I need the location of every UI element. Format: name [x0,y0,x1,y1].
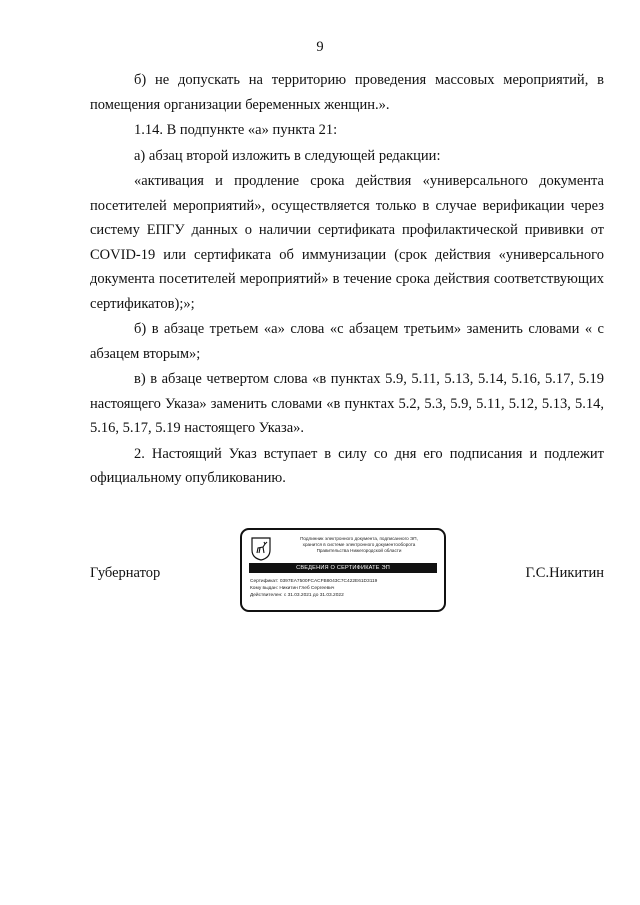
certificate-owner: Кому выдан: Никитин Глеб Сергеевич [250,586,335,591]
paragraph: б) в абзаце третьем «а» слова «с абзацем третьим» заменить словами « с абзацем вторым»; [90,321,604,362]
certificate-validity: Действителен: с 31.03.2021 до 31.03.2022 [250,593,344,598]
stamp-note [276,536,442,554]
deer-emblem-icon [251,537,271,561]
certificate-number: Сертификат: 0397EA7500FCACFB8043C7C422E61D3119 [250,579,378,584]
signer-name: Г.С.Никитин [525,565,604,581]
signature-block [90,528,604,614]
paragraph: а) абзац второй изложить в следующей редакции: [134,147,441,164]
paragraph: в) в абзаце четвертом слова «в пунктах 5.9, 5.11, 5.13, 5.14, 5.16, 5.17, 5.19 настоящего Указа» заменить словами «в пунктах 5.2, 5.3, 5.9, 5.11, 5.12, 5.13, 5.14, 5.16, 5.17, 5.19 настоящего Указа». [90,371,604,436]
stamp-note-line: Подлинник электронного документа, подписанного ЭП, [300,536,418,541]
paragraph: 1.14. В подпункте «а» пункта 21: [134,122,338,138]
stamp-note-line: хранится в системе электронного документооборота [302,542,416,547]
document-body [90,68,604,491]
stamp-heading: СВЕДЕНИЯ О СЕРТИФИКАТЕ ЭП [249,563,437,573]
paragraph: 2. Настоящий Указ вступает в силу со дня его подписания и подлежит официальному опубликованию. [90,445,604,486]
signer-position: Губернатор [90,565,161,581]
stamp-note-line: Правительства Нижегородской области [316,548,402,553]
paragraph: «активация и продление срока действия «универсального документа посетителей мероприятий», осуществляется только в случае верификации через систему ЕПГУ данных о наличии сертификата профилактической прививки от COVID-19 или сертификата об иммунизации (срок действия «универсального документа посетителей мероприятий» в течение срока действия соответствующих сертификатов);»; [90,173,604,312]
digital-signature-stamp [240,528,446,612]
stamp-details [250,578,377,599]
page-number: 9 [316,39,324,55]
paragraph: б) не допускать на территорию проведения массовых мероприятий, в помещения организации беременных женщин.». [90,72,604,113]
